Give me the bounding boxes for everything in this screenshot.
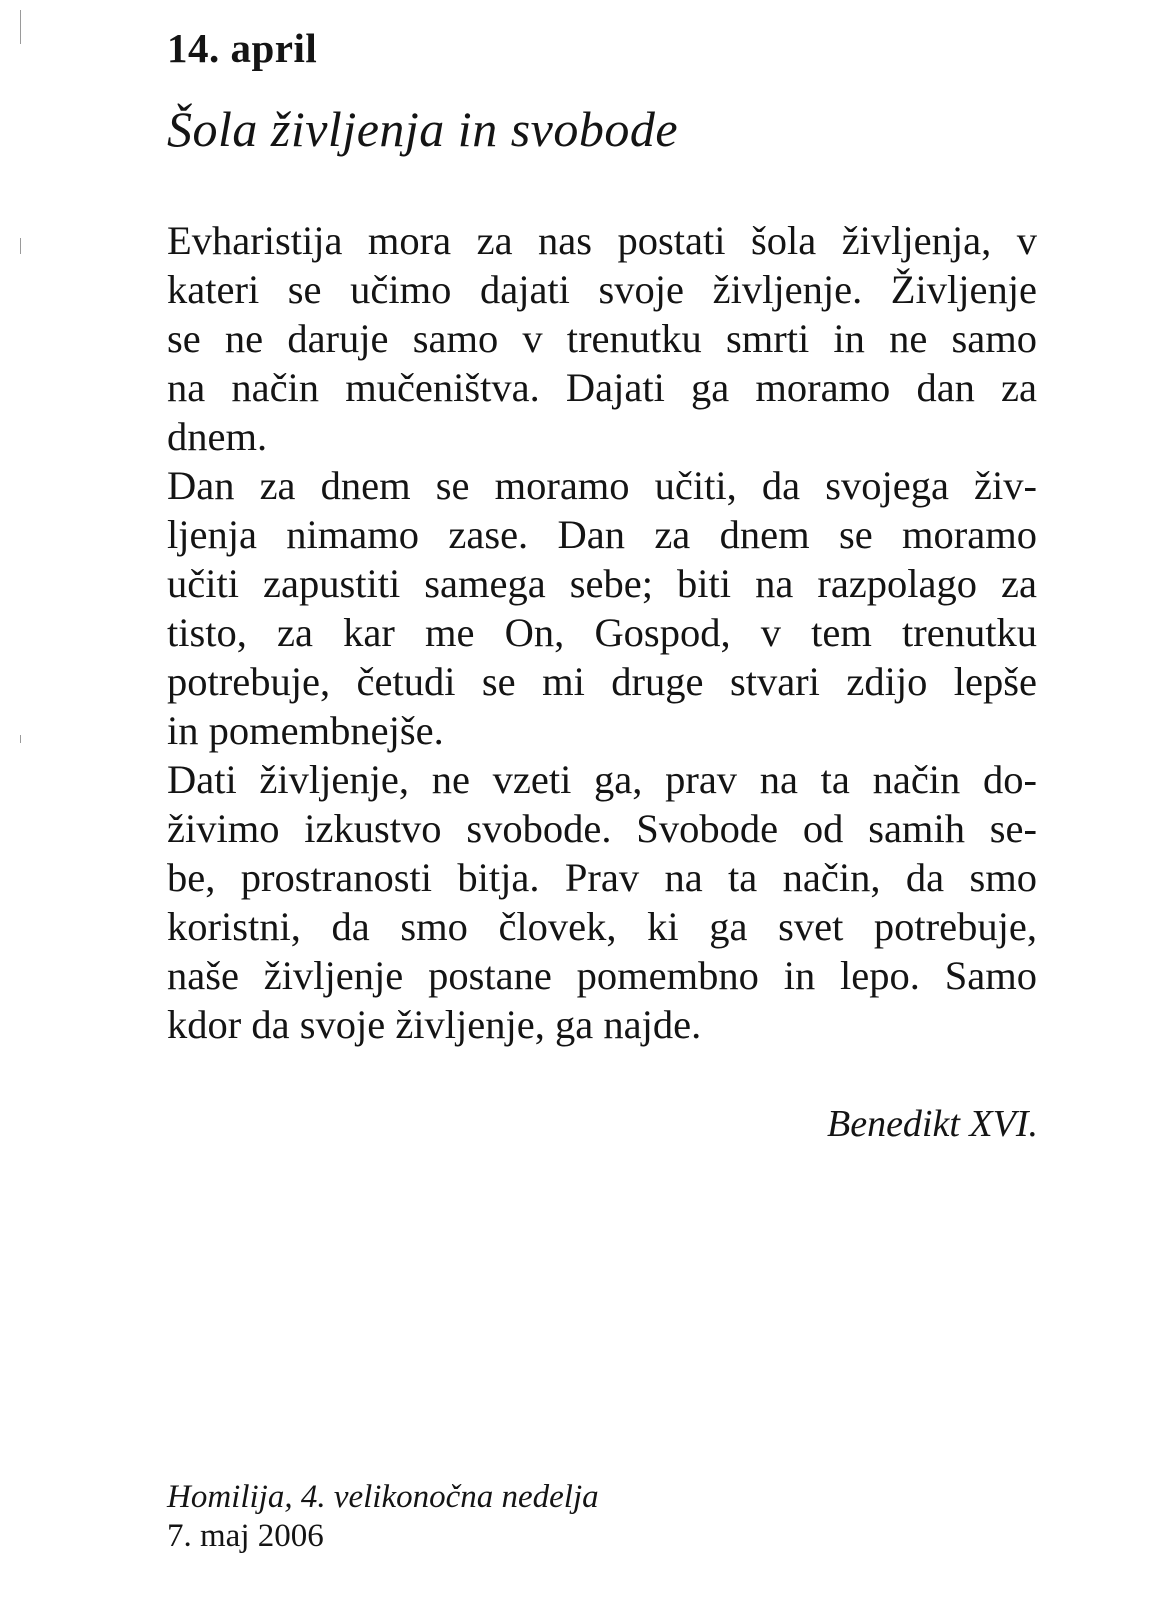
body-line: učiti zapustiti samega sebe; biti na razpolago za <box>167 561 1037 606</box>
scan-margin-mark <box>20 735 21 743</box>
body-text <box>167 216 1037 1049</box>
body-line: živimo izkustvo svobode. Svobode od samih se- <box>167 806 1037 851</box>
author-signature: Benedikt XVI. <box>826 1103 1038 1145</box>
body-line: in pomembnejše. <box>167 708 444 753</box>
body-line: potrebuje, četudi se mi druge stvari zdijo lepše <box>167 659 1037 704</box>
body-line: naše življenje postane pomembno in lepo. Samo <box>167 953 1037 998</box>
scan-margin-mark <box>20 238 21 254</box>
body-line: Dan za dnem se moramo učiti, da svojega živ- <box>167 463 1037 508</box>
source-title: Homilija, 4. velikonočna nedelja <box>167 1479 599 1515</box>
body-line: be, prostranosti bitja. Prav na ta način, da smo <box>167 855 1037 900</box>
body-line: ljenja nimamo zase. Dan za dnem se moramo <box>167 512 1037 557</box>
scan-margin-mark <box>20 10 21 44</box>
reading-title: Šola življenja in svobode <box>167 101 679 157</box>
body-line: tisto, za kar me On, Gospod, v tem trenutku <box>167 610 1037 655</box>
body-line: dnem. <box>167 414 268 459</box>
body-line: Dati življenje, ne vzeti ga, prav na ta način do- <box>167 757 1037 802</box>
body-line: Evharistija mora za nas postati šola življenja, v <box>167 218 1037 263</box>
source-date: 7. maj 2006 <box>167 1518 324 1554</box>
body-line: se ne daruje samo v trenutku smrti in ne samo <box>167 316 1037 361</box>
body-line: kateri se učimo dajati svoje življenje. Življenje <box>167 267 1037 312</box>
body-line: kdor da svoje življenje, ga najde. <box>167 1002 702 1047</box>
body-line: koristni, da smo človek, ki ga svet potrebuje, <box>167 904 1037 949</box>
date-heading: 14. april <box>167 25 318 71</box>
body-line: na način mučeništva. Dajati ga moramo dan za <box>167 365 1037 410</box>
source-citation <box>167 1478 599 1556</box>
